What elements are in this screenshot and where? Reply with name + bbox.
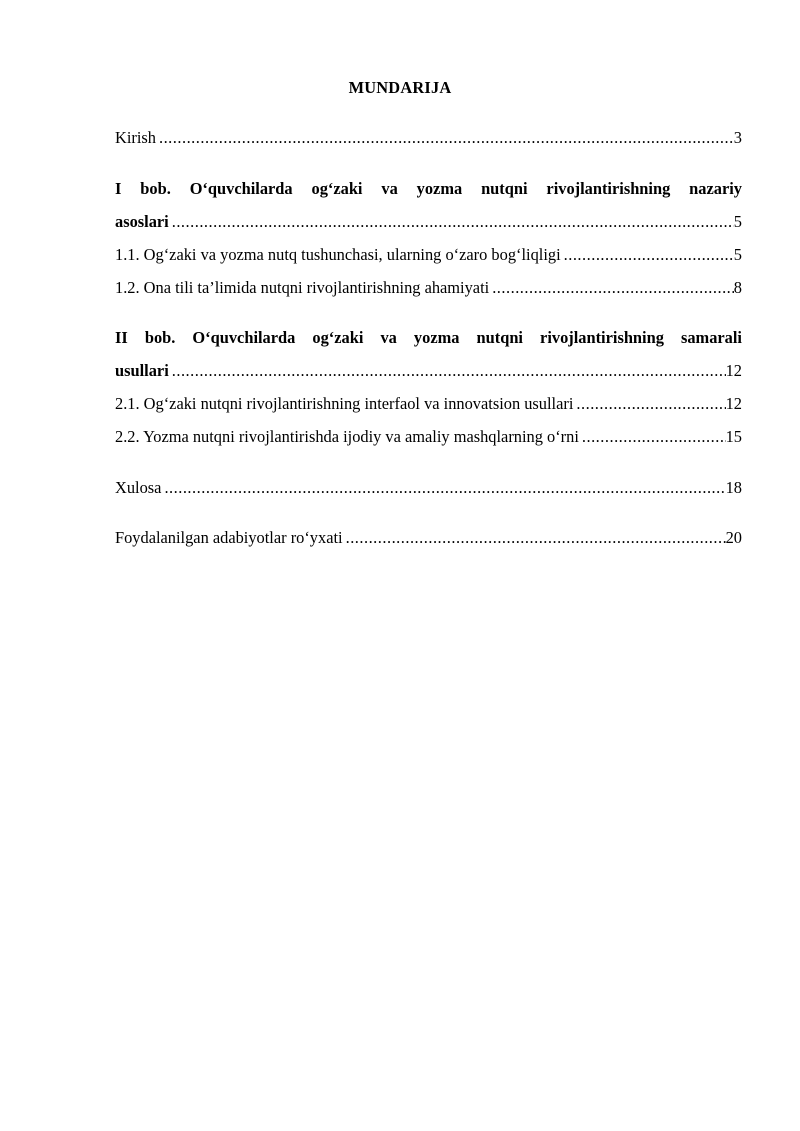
dot-leader: [564, 243, 734, 267]
page-title: MUNDARIJA: [348, 78, 452, 97]
dot-leader: [164, 476, 725, 500]
toc-chapter-title-cont: asoslari: [115, 212, 169, 231]
dot-leader: [492, 276, 734, 300]
toc-entry-kirish: [115, 126, 742, 150]
toc-page-number: 3: [733, 128, 742, 147]
toc-entry-label: 2.2. Yozma nutqni rivojlantirishda ijodiy va amaliy mashqlarning o‘rni: [115, 427, 579, 446]
dot-leader: [172, 210, 734, 234]
toc-page-number: 18: [725, 478, 742, 497]
dot-leader: [582, 425, 726, 449]
toc-entry-label: Kirish: [115, 128, 156, 147]
toc-page-number: 12: [725, 394, 742, 413]
toc-page-number: 5: [733, 245, 742, 264]
toc-page-number: 8: [733, 278, 742, 297]
toc-chapter-2: [115, 326, 742, 383]
toc-entry-xulosa: [115, 476, 742, 500]
dot-leader: [172, 359, 726, 383]
dot-leader: [576, 392, 725, 416]
toc-entry-label: Xulosa: [115, 478, 162, 497]
toc-entry-1-2: [115, 276, 742, 300]
toc-page-number: 15: [725, 427, 742, 446]
toc-page-number: 12: [725, 361, 742, 380]
toc-entry-label: 2.1. Og‘zaki nutqni rivojlantirishning interfaol va innovatsion usullari: [115, 394, 574, 413]
toc-page-number: 5: [733, 212, 742, 231]
toc-entry-label: 1.1. Og‘zaki va yozma nutq tushunchasi, ularning o‘zaro bog‘liqligi: [115, 245, 561, 264]
dot-leader: [159, 126, 734, 150]
toc-page-number: 20: [725, 528, 742, 547]
toc-entry-label: 1.2. Ona tili ta’limida nutqni rivojlantirishning ahamiyati: [115, 278, 490, 297]
toc-entry-label: Foydalanilgan adabiyotlar ro‘yxati: [115, 528, 343, 547]
toc-chapter-title: I bob. O‘quvchilarda og‘zaki va yozma nutqni rivojlantirishning nazariy: [115, 179, 742, 198]
toc-chapter-title: II bob. O‘quvchilarda og‘zaki va yozma nutqni rivojlantirishning samarali: [115, 328, 742, 347]
toc-entry-2-1: [115, 392, 742, 416]
toc-entry-1-1: [115, 243, 742, 267]
dot-leader: [346, 526, 726, 550]
toc-chapter-title-cont: usullari: [115, 361, 169, 380]
toc-entry-adabiyotlar: [115, 526, 742, 550]
toc-chapter-1: [115, 177, 742, 234]
toc-entry-2-2: [115, 425, 742, 449]
